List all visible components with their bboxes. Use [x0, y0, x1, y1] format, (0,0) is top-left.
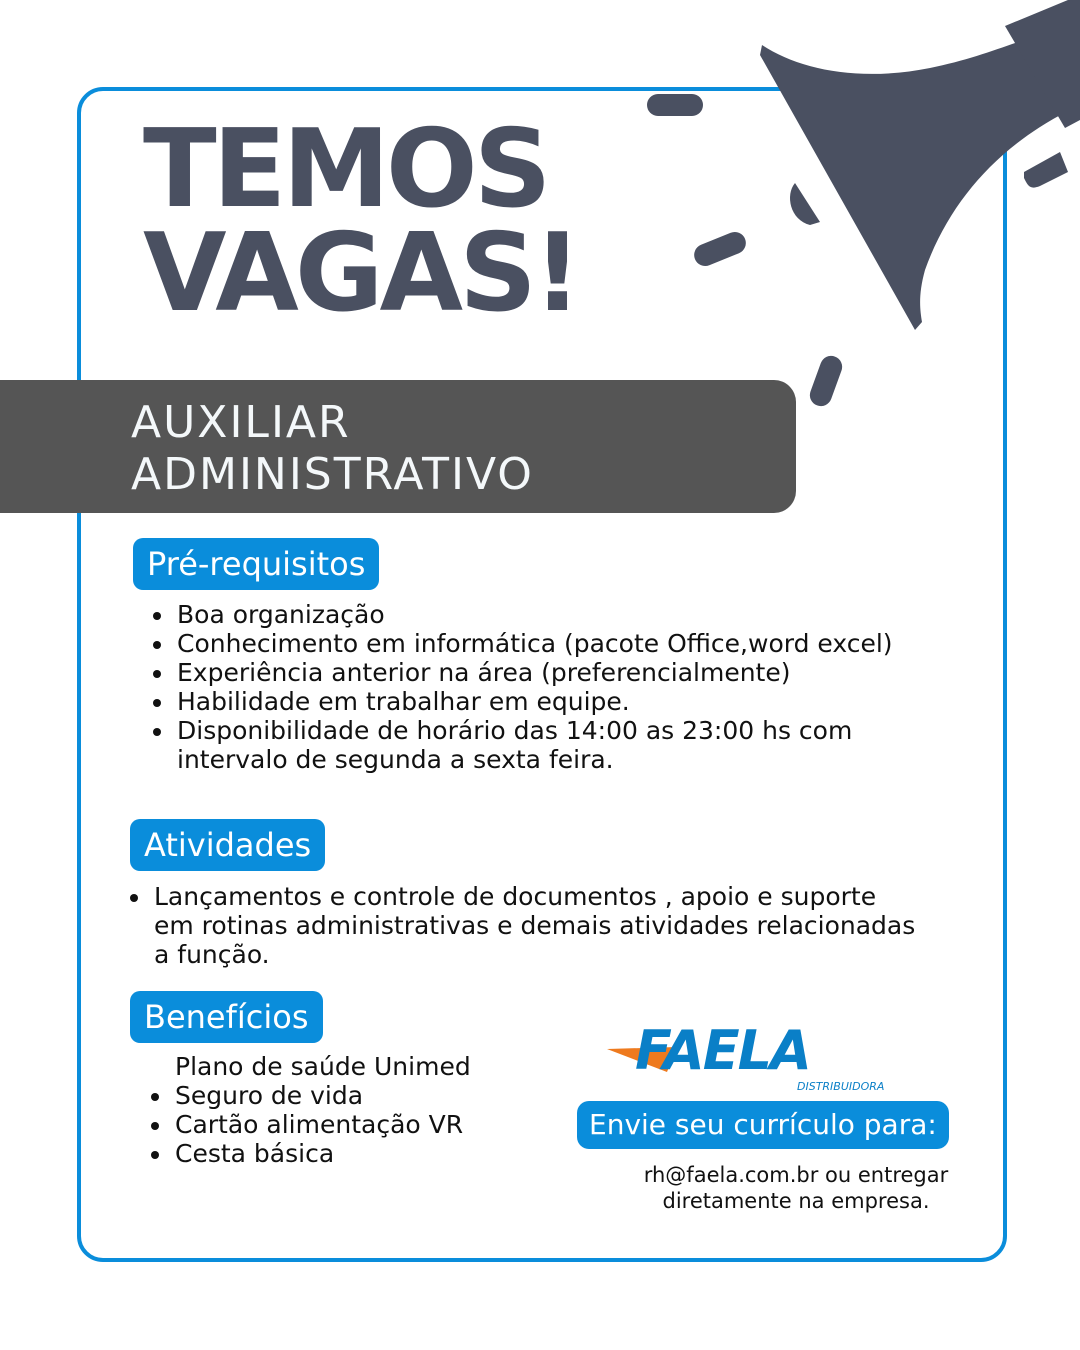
- role-title-line-2: ADMINISTRATIVO: [131, 449, 534, 500]
- list-item: Boa organização: [145, 600, 905, 629]
- headline-line-2: VAGAS!: [143, 211, 579, 336]
- activities-list: [122, 882, 922, 969]
- list-item: Plano de saúde Unimed: [175, 1052, 471, 1081]
- list-item: Habilidade em trabalhar em equipe.: [145, 687, 905, 716]
- logo-wordmark: FAELA: [635, 1022, 810, 1082]
- faela-logo: [607, 1022, 927, 1094]
- activities-heading: Atividades: [130, 819, 325, 871]
- requirements-list: [145, 600, 905, 774]
- headline-line-1: TEMOS: [143, 107, 548, 232]
- role-title: [131, 397, 534, 501]
- contact-info: [606, 1162, 986, 1214]
- list-item: Cesta básica: [143, 1139, 543, 1168]
- list-item: Conhecimento em informática (pacote Office,word excel): [145, 629, 905, 658]
- list-item: Cartão alimentação VR: [143, 1110, 543, 1139]
- contact-email-line: rh@faela.com.br ou entregar: [643, 1163, 949, 1187]
- benefits-list: [143, 1052, 543, 1168]
- list-item: Lançamentos e controle de documentos , apoio e suporte em rotinas administrativas e demais atividades relacionadas a função.: [122, 882, 922, 969]
- list-item: Experiência anterior na área (preferencialmente): [145, 658, 905, 687]
- headline: [143, 107, 579, 336]
- send-cv-heading: Envie seu currículo para:: [577, 1101, 949, 1149]
- logo-subtitle: DISTRIBUIDORA: [797, 1080, 885, 1093]
- list-item: Seguro de vida: [143, 1081, 543, 1110]
- contact-delivery-line: diretamente na empresa.: [662, 1189, 930, 1213]
- requirements-heading: Pré-requisitos: [133, 538, 379, 590]
- benefits-heading: Benefícios: [130, 991, 323, 1043]
- role-title-line-1: AUXILIAR: [131, 397, 351, 448]
- list-item: Disponibilidade de horário das 14:00 as 23:00 hs com intervalo de segunda a sexta feira.: [145, 716, 905, 774]
